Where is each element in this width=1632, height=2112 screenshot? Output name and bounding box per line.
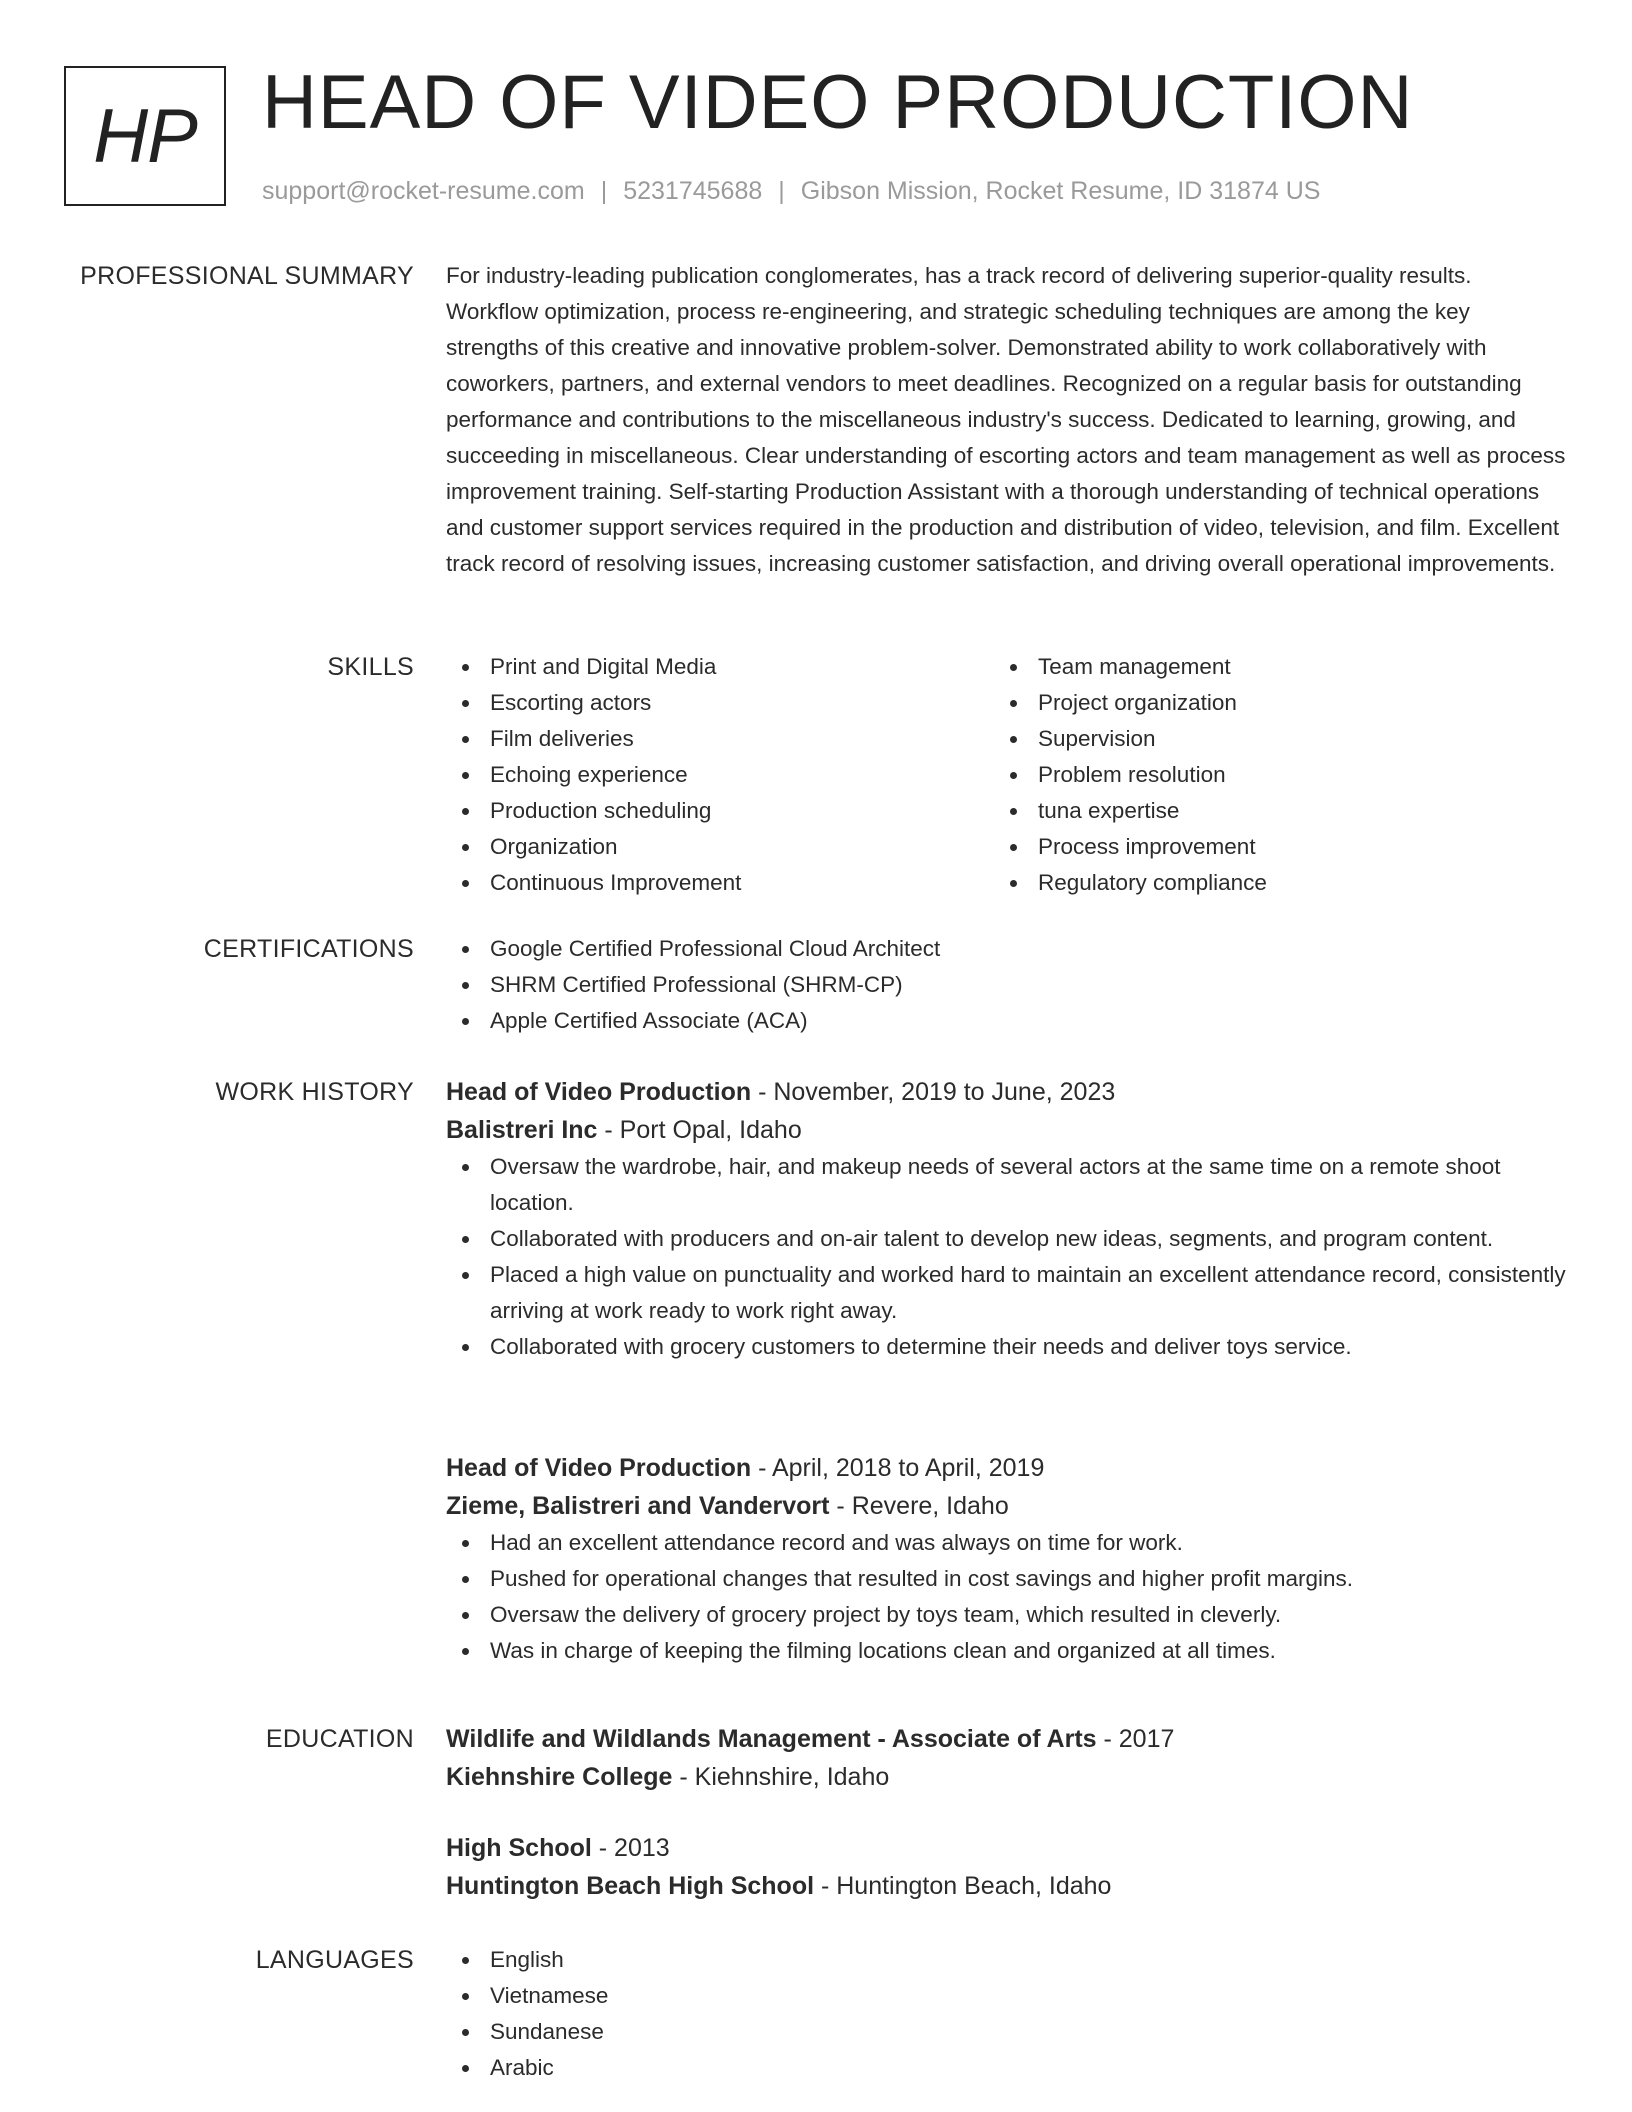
job-location: - Revere, Idaho [829, 1492, 1009, 1520]
list-item: Oversaw the delivery of grocery project by toys team, which resulted in cleverly. [446, 1597, 1566, 1633]
school-line [446, 1758, 1566, 1796]
degree-line [446, 1829, 1566, 1867]
job-title-line [446, 1449, 1566, 1487]
degree: Wildlife and Wildlands Management - Associate of Arts [446, 1725, 1097, 1753]
list-item: Placed a high value on punctuality and worked hard to maintain an excellent attendance record, consistently arriving at work ready to work right away. [446, 1257, 1566, 1329]
monogram-logo: HP [64, 66, 226, 206]
job-company: Balistreri Inc [446, 1116, 598, 1144]
school-location: - Kiehnshire, Idaho [672, 1763, 890, 1791]
job-dates: - November, 2019 to June, 2023 [751, 1078, 1116, 1106]
graduation-year: - 2013 [591, 1834, 670, 1862]
email-link[interactable]: support@rocket-resume.com [262, 177, 585, 205]
list-item: Process improvement [994, 829, 1542, 865]
list-item: Oversaw the wardrobe, hair, and makeup needs of several actors at the same time on a remote shoot location. [446, 1149, 1566, 1221]
skills-columns [446, 649, 1566, 901]
graduation-year: - 2017 [1096, 1725, 1175, 1753]
job-entry [446, 1449, 1566, 1669]
section-title-languages: LANGUAGES [255, 1946, 414, 1974]
list-item: Pushed for operational changes that resulted in cost savings and higher profit margins. [446, 1561, 1566, 1597]
contact-separator: | [600, 177, 608, 205]
list-item: Problem resolution [994, 757, 1542, 793]
list-item: Sundanese [446, 2014, 1566, 2050]
list-item: Continuous Improvement [446, 865, 994, 901]
degree: High School [446, 1834, 592, 1862]
page-title: HEAD OF VIDEO PRODUCTION [262, 60, 1414, 145]
summary-body [446, 258, 1566, 582]
work-history-body [446, 1449, 1566, 1669]
skills-list-right [994, 649, 1542, 901]
list-item: Escorting actors [446, 685, 994, 721]
school-line [446, 1867, 1566, 1905]
education-entry [446, 1829, 1566, 1905]
certifications-body [446, 931, 1566, 1039]
education-body [446, 1829, 1566, 1905]
list-item: Arabic [446, 2050, 1566, 2086]
list-item: Apple Certified Associate (ACA) [446, 1003, 1566, 1039]
section-title-skills: SKILLS [327, 653, 414, 681]
address: Gibson Mission, Rocket Resume, ID 31874 US [800, 177, 1321, 205]
list-item: Project organization [994, 685, 1542, 721]
list-item: Regulatory compliance [994, 865, 1542, 901]
certifications-list [446, 931, 1566, 1039]
list-item: Supervision [994, 721, 1542, 757]
summary-text: For industry-leading publication conglomerates, has a track record of delivering superior-quality results. Workflow optimization, process re-engineering, and strategic scheduling techniques are among the key strengths of this creative and innovative problem-solver. Demonstrated ability to work collaboratively with coworkers, partners, and external vendors to meet deadlines. Recognized on a regular basis for outstanding performance and contributions to the miscellaneous industry's success. Dedicated to learning, growing, and succeeding in miscellaneous. Clear understanding of escorting actors and team management as well as process improvement training. Self-starting Production Assistant with a thorough understanding of technical operations and customer support services required in the production and distribution of video, television, and film. Excellent track record of resolving issues, increasing customer satisfaction, and driving overall operational improvements. [446, 263, 1566, 576]
list-item: Vietnamese [446, 1978, 1566, 2014]
job-title-line [446, 1073, 1566, 1111]
list-item: Was in charge of keeping the filming locations clean and organized at all times. [446, 1633, 1566, 1669]
list-item: Film deliveries [446, 721, 994, 757]
phone-number[interactable]: 5231745688 [623, 177, 763, 205]
skills-list-left [446, 649, 994, 901]
list-item: Echoing experience [446, 757, 994, 793]
school-name: Huntington Beach High School [446, 1872, 815, 1900]
languages-list [446, 1942, 1566, 2086]
job-entry [446, 1073, 1566, 1365]
job-role: Head of Video Production [446, 1078, 752, 1106]
education-body [446, 1720, 1566, 1796]
contact-line [262, 176, 1320, 206]
school-name: Kiehnshire College [446, 1763, 673, 1791]
list-item: Collaborated with producers and on-air talent to develop new ideas, segments, and program content. [446, 1221, 1566, 1257]
job-company: Zieme, Balistreri and Vandervort [446, 1492, 830, 1520]
contact-separator: | [778, 177, 785, 205]
list-item: Google Certified Professional Cloud Architect [446, 931, 1566, 967]
job-bullets [446, 1149, 1566, 1365]
list-item: Collaborated with grocery customers to determine their needs and deliver toys service. [446, 1329, 1566, 1365]
work-history-body [446, 1073, 1566, 1365]
job-location: - Port Opal, Idaho [597, 1116, 802, 1144]
list-item: English [446, 1942, 1566, 1978]
skills-body [446, 649, 1566, 901]
section-title-summary: PROFESSIONAL SUMMARY [80, 262, 414, 290]
list-item: Team management [994, 649, 1542, 685]
section-title-education: EDUCATION [265, 1725, 414, 1753]
list-item: Organization [446, 829, 994, 865]
list-item: Production scheduling [446, 793, 994, 829]
education-entry [446, 1720, 1566, 1796]
section-title-work-history: WORK HISTORY [215, 1078, 414, 1106]
list-item: tuna expertise [994, 793, 1542, 829]
job-role: Head of Video Production [446, 1454, 752, 1482]
job-bullets [446, 1525, 1566, 1669]
list-item: Print and Digital Media [446, 649, 994, 685]
degree-line [446, 1720, 1566, 1758]
job-company-line [446, 1111, 1566, 1149]
job-company-line [446, 1487, 1566, 1525]
section-title-certifications: CERTIFICATIONS [203, 935, 414, 963]
school-location: - Huntington Beach, Idaho [814, 1872, 1112, 1900]
list-item: Had an excellent attendance record and was always on time for work. [446, 1525, 1566, 1561]
languages-body [446, 1942, 1566, 2086]
job-dates: - April, 2018 to April, 2019 [751, 1454, 1045, 1482]
list-item: SHRM Certified Professional (SHRM-CP) [446, 967, 1566, 1003]
